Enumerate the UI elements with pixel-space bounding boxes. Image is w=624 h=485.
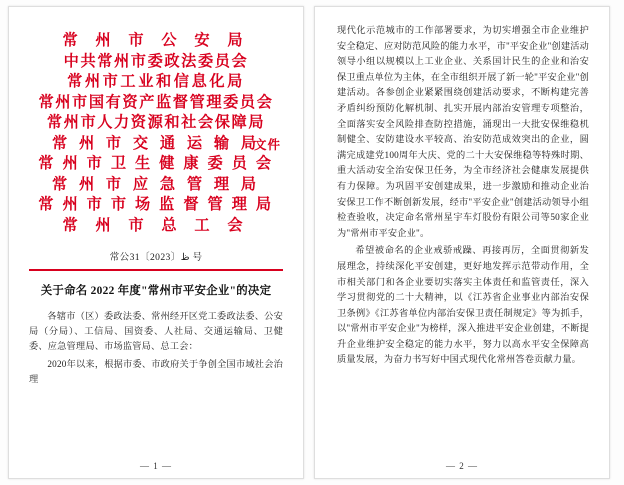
paragraph-main: 现代化示范城市的工作部署要求，为切实增强全市企业维护安全稳定、应对防范风险的能力水平，市"平安企业"创建活动领导小组以规模以上工业企业、关系国计民生的企业和治安保卫重点单位为主体，在全市组织开展了新一轮"平安企业"创建活动。各参创企业紧紧围绕创建活动要求，不断构建完善矛盾纠纷预防化解机制、扎实开展内部治安管理专项整治，全面落实安全风险排查防控措施，涌现出一大批安保维稳机制健全、安防建设水平较高、治安防范成效突出的企业，圆满完成建党100周年大庆、党的二十大安保维稳等特殊时期、重大活动安全治安保卫任务，为全市经济社会健康发展提供有力保障。为巩固平安创建成果，进一步激励和推动企业治安保卫工作不断创新发展，经市"平安企业"创建活动领导小组检查验收，决定命名常州星宇车灯股份有限公司等50家企业为"常州市平安企业"。 [337,25,589,238]
paragraph-recipients: 各辖市（区）委政法委、常州经开区党工委政法委、公安局（分局）、工信局、国资委、人社局、交通运输局、卫健委、应急管理局、市场监管局、总工会： [29,310,283,352]
page-number-left: — 1 — [140,461,172,471]
letterhead-line-5: 常州市人力资源和社会保障局 [46,114,266,131]
paragraph-intro: 2020年以来，根据市委、市政府关于争创全国市域社会治理 [29,358,283,385]
letterhead-line-4: 常州市国有资产监督管理委员会 [38,93,274,111]
document-title: 关于命名 2022 年度"常州市平安企业"的决定 [40,284,272,297]
letterhead-block [29,31,283,236]
document-body-left [29,309,283,388]
letterhead-line-7: 常 州 市 卫 生 健 康 委 员 会 [38,155,274,172]
page-number-right: — 2 — [446,461,478,471]
letterhead-line-1: 常 州 市 公 安 局 [62,32,250,49]
letterhead-line-6: 常 州 市 交 通 运 输 局 [51,134,261,152]
letterhead-suffix: 文件 [253,138,281,152]
letterhead-line-2: 中共常州市委政法委员会 [63,52,249,70]
document-number: 常公ظ〔2023〕31 号 [109,252,203,263]
letterhead-line-6-wrap [29,134,283,155]
paragraph-closing: 希望被命名的企业戒骄戒躁、再接再厉，全面贯彻新发展理念，持续深化平安创建，更好地发挥示范带动作用，全市相关部门和各企业要切实落实主体责任和监管责任，深入学习贯彻党的二十大精神，以《江苏省企业事业内部治安保卫条例》《江苏省单位内部治安保卫责任制规定》等为抓手，以"常州市平安企业"为榜样，深入推进平安企业创建，不断提升企业维护安全稳定的能力水平，努力以高水平安全保障高质量发展，为奋力书写好中国式现代化常州答卷贡献力量。 [337,245,589,365]
letterhead-line-3: 常州市工业和信息化局 [67,73,245,90]
letterhead-line-8: 常 州 市 应 急 管 理 局 [51,175,261,193]
document-page-right [314,6,610,479]
document-page-left [8,6,304,479]
letterhead-line-9: 常 州 市 市 场 监 督 管 理 局 [38,196,274,213]
document-body-right [337,23,589,368]
letterhead-line-10: 常 州 市 总 工 会 [62,216,250,234]
red-divider-rule [29,269,283,271]
